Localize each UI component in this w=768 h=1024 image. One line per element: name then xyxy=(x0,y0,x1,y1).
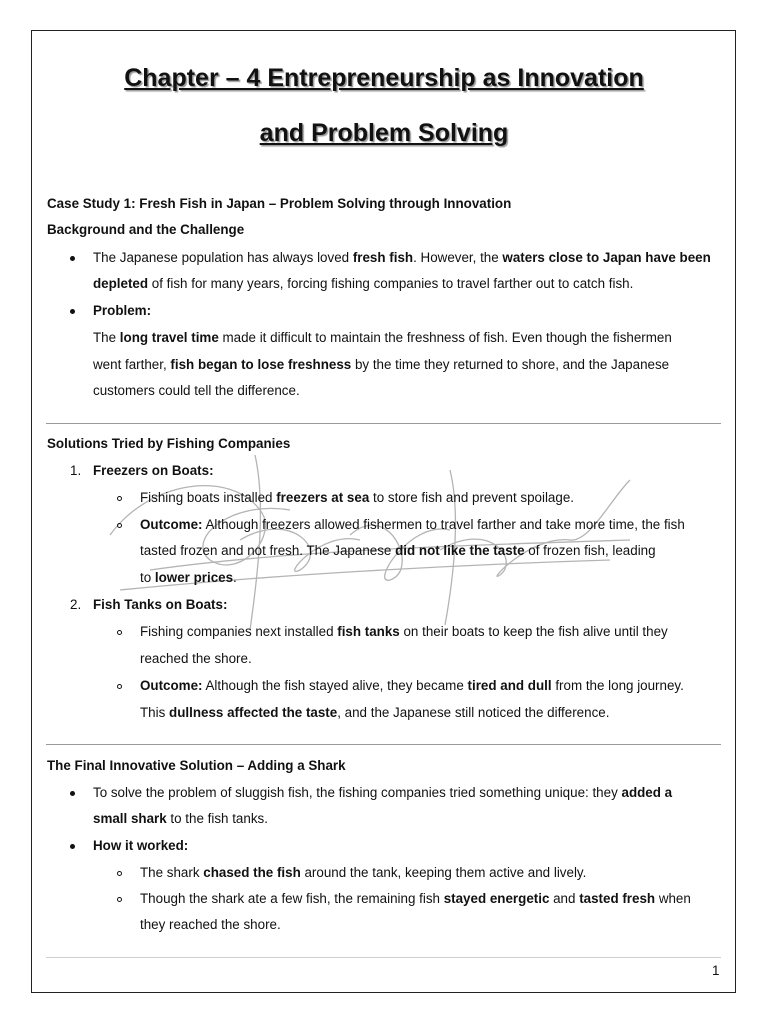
how-it-worked-label: How it worked: xyxy=(93,838,189,853)
list-number: 1. xyxy=(70,463,82,478)
background-heading: Background and the Challenge xyxy=(47,222,245,237)
how-point-2-line-1: Though the shark ate a few fish, the remaining fish stayed energetic and tasted fresh when xyxy=(140,891,691,906)
chapter-title-line-1: Chapter – 4 Entrepreneurship as Innovation xyxy=(124,64,644,92)
solutions-heading: Solutions Tried by Fishing Companies xyxy=(47,436,291,451)
background-bullet-1-line-1: The Japanese population has always loved fresh fish. However, the waters close to Japan have been xyxy=(93,250,711,265)
case-study-heading: Case Study 1: Fresh Fish in Japan – Problem Solving through Innovation xyxy=(47,196,512,211)
sub-bullet xyxy=(117,684,122,689)
final-solution-heading: The Final Innovative Solution – Adding a Shark xyxy=(47,758,346,773)
section-divider xyxy=(46,423,721,424)
sub-bullet xyxy=(117,897,122,902)
sub-bullet xyxy=(117,496,122,501)
chapter-title-line-2: and Problem Solving xyxy=(259,119,509,147)
list-number: 2. xyxy=(70,597,82,612)
bullet xyxy=(70,309,75,314)
freezers-point-1: Fishing boats installed freezers at sea to store fish and prevent spoilage. xyxy=(140,490,574,505)
how-point-2-line-2: they reached the shore. xyxy=(140,917,281,932)
how-point-1: The shark chased the fish around the tank, keeping them active and lively. xyxy=(140,865,587,880)
final-bullet-1-line-2: small shark to the fish tanks. xyxy=(93,811,268,826)
freezers-outcome-line-3: to lower prices. xyxy=(140,570,237,585)
freezers-outcome-line-1: Outcome: Although freezers allowed fishermen to travel farther and take more time, the fish xyxy=(140,517,685,532)
freezers-outcome-line-2: tasted frozen and not fresh. The Japanese did not like the taste of frozen fish, leading xyxy=(140,543,656,558)
background-bullet-1-line-2: depleted of fish for many years, forcing fishing companies to travel farther out to catch fish. xyxy=(93,276,634,291)
final-bullet-1-line-1: To solve the problem of sluggish fish, the fishing companies tried something unique: they added a xyxy=(93,785,673,800)
sub-bullet xyxy=(117,871,122,876)
freezers-label: Freezers on Boats: xyxy=(93,463,214,478)
bullet xyxy=(70,791,75,796)
footer-divider xyxy=(46,957,721,958)
bullet xyxy=(70,844,75,849)
fish-tanks-point-1-line-1: Fishing companies next installed fish tanks on their boats to keep the fish alive until they xyxy=(140,624,668,639)
fish-tanks-point-1-line-2: reached the shore. xyxy=(140,651,252,666)
sub-bullet xyxy=(117,630,122,635)
fish-tanks-label: Fish Tanks on Boats: xyxy=(93,597,228,612)
problem-label: Problem: xyxy=(93,303,152,318)
sub-bullet xyxy=(117,523,122,528)
section-divider xyxy=(46,744,721,745)
problem-line-1: The long travel time made it difficult to maintain the freshness of fish. Even though the fishermen xyxy=(93,330,672,345)
fish-tanks-outcome-line-2: This dullness affected the taste, and the Japanese still noticed the difference. xyxy=(140,705,610,720)
problem-line-2: went farther, fish began to lose freshness by the time they returned to shore, and the Japanese xyxy=(93,357,670,372)
bullet xyxy=(70,256,75,261)
page-number: 1 xyxy=(712,963,720,978)
problem-line-3: customers could tell the difference. xyxy=(93,383,300,398)
fish-tanks-outcome-line-1: Outcome: Although the fish stayed alive, they became tired and dull from the long journey. xyxy=(140,678,684,693)
